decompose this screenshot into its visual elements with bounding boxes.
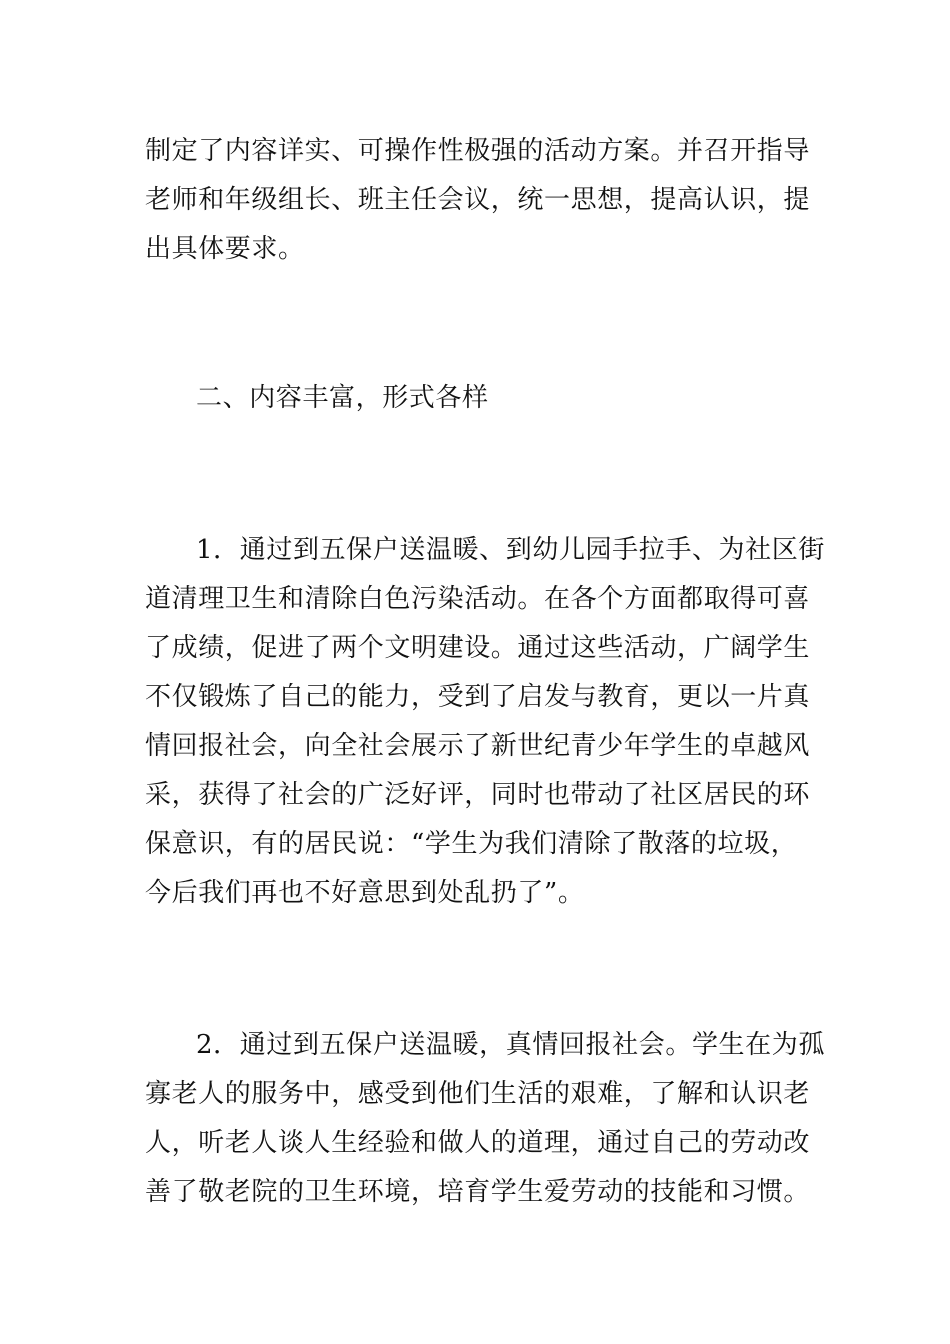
text-line: 老师和年级组长、班主任会议，统一思想，提高认识，提 — [145, 185, 811, 215]
text-line: 寡老人的服务中，感受到他们生活的艰难，了解和认识老 — [145, 1079, 811, 1109]
text-line: 善了敬老院的卫生环境，培育学生爱劳动的技能和习惯。 — [145, 1177, 811, 1207]
text-line: 1．通过到五保户送温暖、到幼儿园手拉手、为社区街 — [196, 535, 825, 565]
text-line: 情回报社会，向全社会展示了新世纪青少年学生的卓越风 — [145, 731, 811, 761]
text-line: 了成绩，促进了两个文明建设。通过这些活动，广阔学生 — [145, 633, 811, 663]
text-line: 2．通过到五保户送温暖，真情回报社会。学生在为孤 — [196, 1030, 825, 1060]
section-heading: 二、内容丰富，形式各样 — [196, 383, 489, 413]
text-line: 道清理卫生和清除白色污染活动。在各个方面都取得可喜 — [145, 584, 811, 614]
text-line: 不仅锻炼了自己的能力，受到了启发与教育，更以一片真 — [145, 682, 811, 712]
text-line: 出具体要求。 — [145, 234, 305, 264]
text-line: 制定了内容详实、可操作性极强的活动方案。并召开指导 — [145, 136, 811, 166]
text-line: 保意识，有的居民说：“学生为我们清除了散落的垃圾， — [145, 829, 798, 859]
text-line: 人，听老人谈人生经验和做人的道理，通过自己的劳动改 — [145, 1128, 811, 1158]
text-line: 采，获得了社会的广泛好评，同时也带动了社区居民的环 — [145, 780, 811, 810]
text-line: 今后我们再也不好意思到处乱扔了”。 — [145, 878, 585, 908]
